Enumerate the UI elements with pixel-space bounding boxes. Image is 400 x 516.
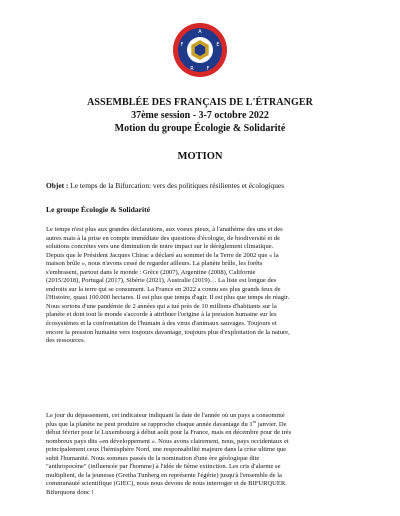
paragraph-1-line: planète et dont tout le monde s'accorde à attribuer l'origine à la pression humaine sur les: [46, 311, 277, 319]
paragraph-2-line: début février pour le Luxembourg à début août pour la France, mais en décembre pour de très: [46, 429, 292, 437]
paragraph-1-line: s'embrasent, partout dans le monde : Grèce (2007), Argentine (2008), Californie: [46, 268, 256, 276]
logo-letter-right: E: [216, 42, 220, 48]
paragraph-2-line: [46, 418, 364, 430]
logo-letter-left: F: [180, 42, 184, 48]
paragraph-1-line: Le temps n'est plus aux grandes déclarations, aux voeux pieux, à l'anathème des uns et des: [46, 226, 283, 233]
logo-letter-bottom-left: R: [190, 66, 194, 72]
objet-label: Objet :: [46, 181, 69, 190]
superscript: er: [252, 418, 257, 424]
paragraph-1-line: solutions concrètes vers une diminution de notre impact sur le dérèglement climatique.: [46, 243, 274, 251]
paragraph-1-line: Nous sortons d'une pandémie de 2 années qui a tué près de 10 millions d'habitants sur la: [46, 302, 277, 310]
line-text: plus que la planète ne peut produire se rapproche chaque année davantage du 1: [46, 420, 253, 428]
paragraph-2: [46, 412, 364, 497]
paragraph-1-line: autres mais à la prise en compte immédiate des questions d'écologie, de biodiversité et de: [46, 234, 281, 242]
session-dates: 37ème session - 3-7 octobre 2022: [131, 110, 269, 121]
group-heading: Le groupe Écologie & Solidarité: [46, 205, 151, 214]
paragraph-2-line: multiplient, de la jeunesse (Gretha Tunberg en représente l'égérie) jusqu'à l'ensemble de la: [46, 471, 282, 479]
paragraph-2-line: Le jour du dépassement, cet indicateur indiquant la date de l'année où un pays a consommé: [46, 412, 285, 419]
logo-letter-bottom-right: F: [206, 66, 210, 72]
assembly-title: ASSEMBLÉE DES FRANÇAIS DE L'ÉTRANGER: [87, 97, 313, 108]
objet-line: [46, 181, 284, 190]
objet-text: Le temps de la Bifurcation: vers des politiques résilientes et écologiques: [68, 181, 285, 190]
paragraph-2-line: communauté scientifique (GIEC), nous nous devons de nous interroger et de BIFURQUER.: [46, 480, 287, 488]
paragraph-1-line: endroits sur la terre qui se consument. La France en 2022 a connu ses plus grands feux de: [46, 285, 281, 293]
paragraph-1-line: encore la pression humaine vers toujours davantage, toujours plus d'exploitation de la nature,: [46, 328, 290, 336]
afe-emblem-icon: [172, 22, 228, 78]
motion-group-line: Motion du groupe Écologie & Solidarité: [114, 123, 286, 134]
paragraph-2-line: subit l'humanité. Nous sommes passés de la nomination d'une ère géologique dite: [46, 454, 260, 462]
paragraph-1-line: l'Histoire, quasi 100.000 hectares. Il est plus que temps d'agir. Il est plus que temps de réagir.: [46, 294, 290, 302]
paragraph-1: [46, 226, 364, 346]
paragraph-1-line: (2015/2018), Portugal (2017), Sibérie (2021), Australie (2019)… La liste est longue des: [46, 277, 277, 285]
afe-logo: [172, 22, 228, 78]
paragraph-2-line: principalement ceux l'hémisphère Nord, une responsabilité majeure dans la crise ultime que: [46, 446, 287, 454]
paragraph-1-line: Depuis que le Président Jacques Chirac a déclaré au sommet de la Terre de 2002 que « la: [46, 251, 279, 259]
paragraph-1-line: des ressources.: [46, 337, 86, 345]
line-text: janvier. De: [256, 420, 287, 428]
motion-heading: MOTION: [177, 151, 223, 162]
paragraph-2-line: nombreux pays dits «en développement ». Nous avons clairement, nous, pays occidentaux et: [46, 437, 289, 445]
paragraph-1-line: maison brûle », nous n'avons cessé de regarder ailleurs. La planète brûle, les forêts: [46, 260, 263, 268]
logo-letter-top: A: [198, 29, 202, 35]
paragraph-2-line: Bifurquons donc !: [46, 488, 94, 496]
paragraph-1-line: écosystèmes et la confrontation de l'humain à des virus d'animaux sauvages. Toujours et: [46, 320, 277, 328]
paragraph-2-line: "anthropocène" (influencée par l'homme) à l'idée de 6ème extinction. Les cris d'alarme se: [46, 463, 281, 471]
